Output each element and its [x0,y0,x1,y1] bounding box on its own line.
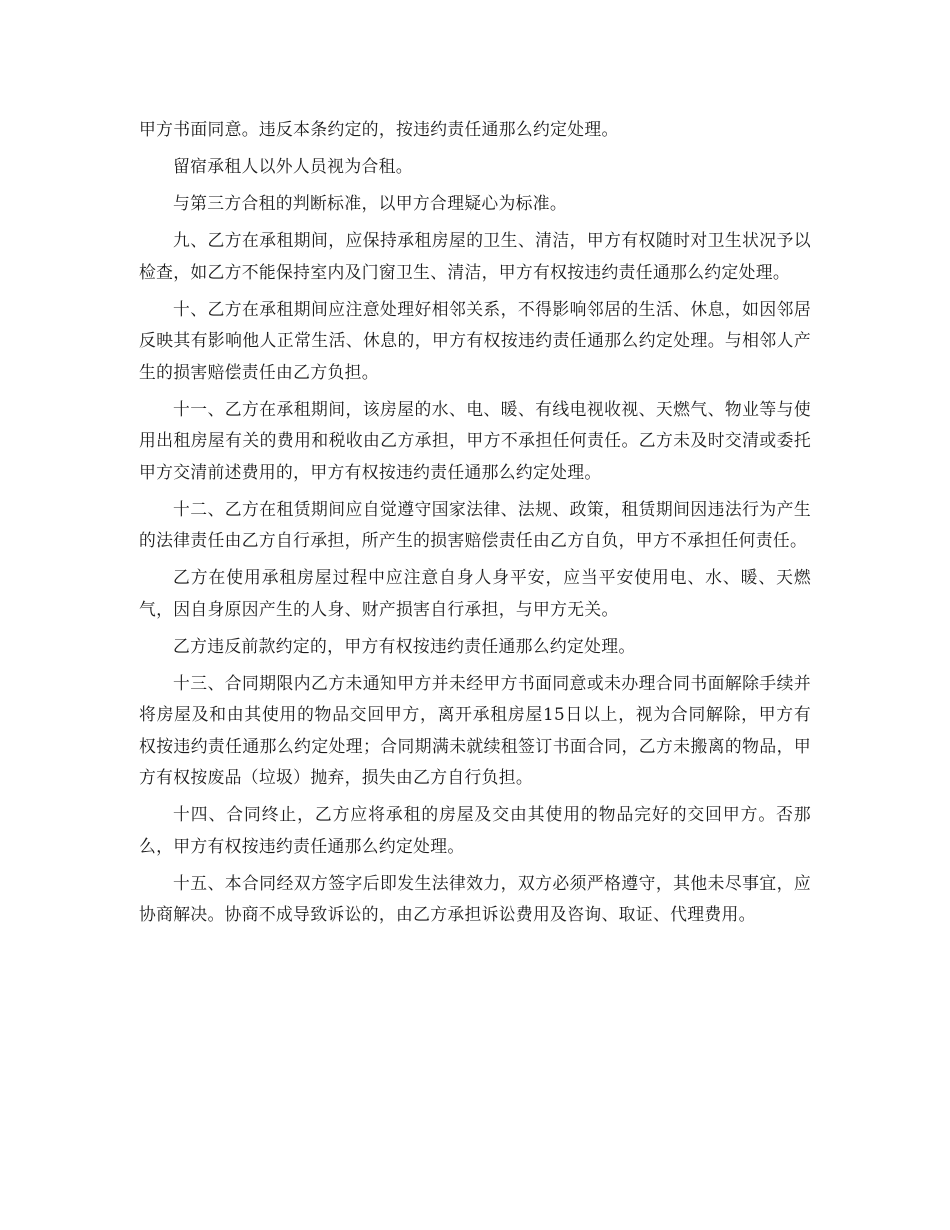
clause-13: 十三、合同期限内乙方未通知甲方并未经甲方书面同意或未办理合同书面解除手续并将房屋及和由其使用的物品交回甲方，离开承租房屋15日以上，视为合同解除，甲方有权按违约责任通那么约定处理；合同期满未就续租签订书面合同，乙方未搬离的物品，甲方有权按废品（垃圾）抛弃，损失由乙方自行负担。 [139,672,811,787]
paragraph-continuation: 甲方书面同意。违反本条约定的，按违约责任通那么约定处理。 [139,119,619,139]
paragraph-subletting-note: 留宿承租人以外人员视为合租。 [173,156,413,176]
clause-12: 十二、乙方在租赁期间应自觉遵守国家法律、法规、政策，租赁期间因违法行为产生的法律责任由乙方自行承担，所产生的损害赔偿责任由乙方自负，甲方不承担任何责任。 [139,498,811,550]
paragraph-subletting-standard: 与第三方合租的判断标准，以甲方合理疑心为标准。 [173,193,568,213]
clause-14: 十四、合同终止，乙方应将承租的房屋及交由其使用的物品完好的交回甲方。否那么，甲方有权按违约责任通那么约定处理。 [139,804,811,856]
document-body [139,114,811,936]
clause-15: 十五、本合同经双方签字后即发生法律效力，双方必须严格遵守，其他未尽事宜，应协商解决。协商不成导致诉讼的，由乙方承担诉讼费用及咨询、取证、代理费用。 [139,872,811,924]
clause-10: 十、乙方在承租期间应注意处理好相邻关系，不得影响邻居的生活、休息，如因邻居反映其有影响他人正常生活、休息的，甲方有权按违约责任通那么约定处理。与相邻人产生的损害赔偿责任由乙方负担。 [139,298,811,382]
clause-9: 九、乙方在承租期间，应保持承租房屋的卫生、清洁，甲方有权随时对卫生状况予以检查，如乙方不能保持室内及门窗卫生、清洁，甲方有权按违约责任通那么约定处理。 [139,230,811,282]
clause-12-safety: 乙方在使用承租房屋过程中应注意自身人身平安，应当平安使用电、水、暖、天燃气，因自身原因产生的人身、财产损害自行承担，与甲方无关。 [139,567,811,619]
clause-12-breach: 乙方违反前款约定的，甲方有权按违约责任通那么约定处理。 [173,635,636,656]
clause-11: 十一、乙方在承租期间，该房屋的水、电、暖、有线电视收视、天燃气、物业等与使用出租房屋有关的费用和税收由乙方承担，甲方不承担任何责任。乙方未及时交清或委托甲方交清前述费用的，甲方有权按违约责任通那么约定处理。 [139,398,811,482]
